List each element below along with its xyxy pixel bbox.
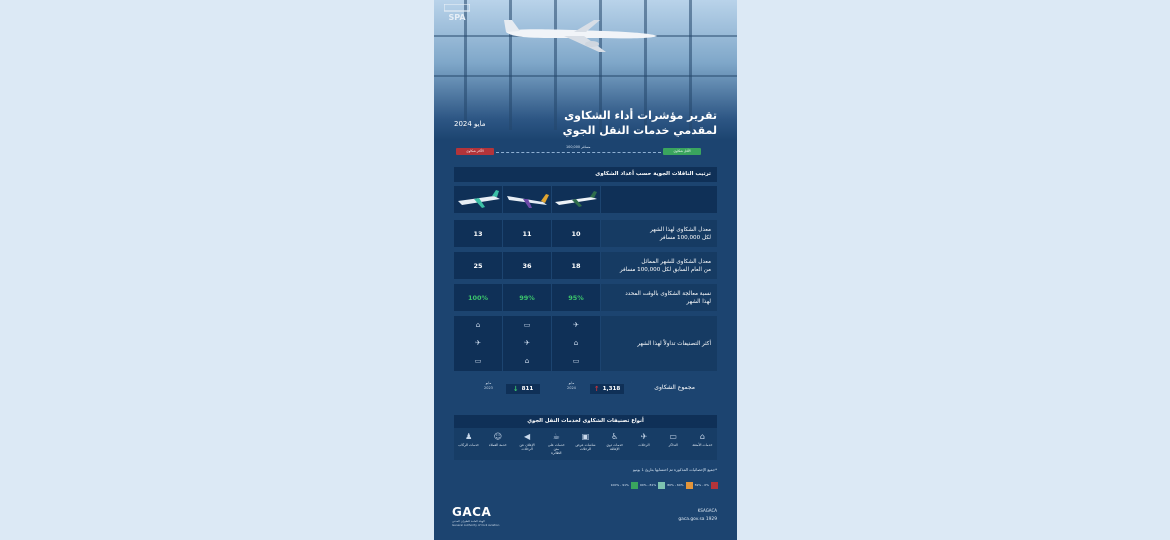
top-categories-col-2 [503, 316, 551, 371]
report-title [563, 108, 717, 138]
airline-cell-2 [503, 186, 551, 213]
arrow-up-icon: ↑ [593, 385, 600, 393]
customer-service-icon: ☺ [493, 432, 503, 441]
on-time-label-1: نسبة معالجة الشكاوى بالوقت المحدد [625, 290, 711, 297]
rate-previous-value-2: 36 [503, 252, 551, 279]
ticket-icon: ▭ [474, 357, 482, 365]
total-current-date: مايو 2024 [567, 381, 576, 390]
scale-item: 91% - 100% [611, 481, 638, 489]
rate-previous-label-1: معدل الشكاوى للشهر المماثل [641, 258, 711, 265]
arrow-down-icon: ↓ [512, 385, 519, 393]
luggage-icon: ⌂ [524, 357, 530, 365]
rate-previous-label-2: من العام السابق لكل 100,000 مسافر [619, 266, 711, 273]
type-item: ♿ خدمات ذوي الإعاقة [606, 432, 624, 452]
type-item: ☺ خدمة العملاء [488, 432, 507, 447]
total-previous-box [506, 384, 540, 394]
type-item: ▣ شاشات عرض الرحلات [575, 432, 596, 452]
luggage-icon: ⌂ [699, 432, 705, 441]
flight-icon: ✈ [640, 432, 648, 441]
airplane-icon [504, 14, 659, 54]
ticket-icon: ▭ [523, 321, 531, 329]
most-complaints-badge: الأكثر شكاوى [456, 148, 494, 155]
svg-text:SPA: SPA [448, 13, 466, 22]
flight-icon: ✈ [524, 339, 530, 347]
footnote: *جميع الإحصائيات المذكورة تم احتسابها بتاريخ 1 يونيو [633, 467, 717, 472]
gaca-subtitle: الهيئة العامة للطيران المدني General Authority of Civil Aviation [452, 519, 500, 527]
scale-item: 60% - 80% [667, 481, 692, 489]
screen-icon: ▣ [581, 432, 590, 441]
rate-previous-label [601, 252, 717, 279]
gaca-logo: GACA [452, 505, 492, 519]
rate-previous-value-1: 18 [552, 252, 600, 279]
announcement-icon: ◀ [524, 432, 531, 441]
on-time-label [601, 284, 717, 311]
title-line-1: تقرير مؤشرات أداء الشكاوى [564, 109, 717, 122]
top-categories-label: أكثر التصنيفات تداولاً لهذا الشهر [601, 316, 717, 371]
total-previous-date: مايو 2023 [484, 381, 493, 390]
airline-cell-3 [454, 186, 502, 213]
ticket-icon: ▭ [669, 432, 677, 441]
report-date: مايو 2024 [454, 120, 486, 128]
ranking-heading: ترتيب الناقلات الجوية حسب أعداد الشكاوى [454, 167, 717, 182]
percentage-scale [594, 481, 718, 489]
total-complaints-row [454, 378, 717, 400]
ticket-icon: ▭ [572, 357, 580, 365]
total-complaints-label: مجموع الشكاوى [654, 384, 695, 391]
types-list [454, 428, 717, 460]
passenger-icon: ♟ [465, 432, 473, 441]
on-time-label-2: لهذا الشهر [686, 298, 711, 305]
airplane-icon [552, 186, 600, 213]
on-time-value-3: 100% [454, 284, 502, 311]
website-link[interactable]: gaca.gov.sa 1929 [678, 517, 717, 522]
scale-swatch [686, 482, 693, 489]
accessibility-icon: ♿ [611, 432, 619, 441]
luggage-icon: ⌂ [573, 339, 579, 347]
type-item: ▭ التذاكر [668, 432, 678, 447]
ranking-legend [456, 147, 715, 157]
total-previous-value: 811 [521, 386, 534, 392]
airline-cell-1 [552, 186, 600, 213]
type-item: ⌂ خدمات الأمتعة [692, 432, 713, 447]
infographic-poster [434, 0, 737, 540]
legend-dashed-line [496, 152, 661, 153]
type-item: ♟ خدمات الركاب [458, 432, 479, 447]
scale-swatch [631, 482, 638, 489]
airplane-icon [503, 186, 551, 213]
hero-image [434, 0, 737, 140]
rate-previous-value-3: 25 [454, 252, 502, 279]
title-line-2: لمقدمي خدمات النقل الجوي [562, 124, 717, 137]
luggage-icon: ⌂ [475, 321, 481, 329]
on-time-value-1: 95% [552, 284, 600, 311]
scale-item: 81% - 90% [640, 481, 665, 489]
rate-current-label-2: لكل 100,000 مسافر [659, 234, 711, 241]
types-heading: أنواع تصنيفات الشكاوى لخدمات النقل الجوي [454, 415, 717, 428]
least-complaints-badge: الأقل شكاوى [663, 148, 701, 155]
type-item: ◀ الإعلان عن الرحلات [519, 432, 535, 452]
flight-icon: ✈ [573, 321, 579, 329]
type-item: ✈ الرحلات [638, 432, 650, 447]
top-categories-col-1 [552, 316, 600, 371]
airplane-icon [454, 186, 502, 213]
per-passengers-label: 100,000 مسافر [566, 145, 591, 149]
scale-swatch [711, 482, 718, 489]
rate-current-label [601, 220, 717, 247]
on-time-value-2: 99% [503, 284, 551, 311]
spa-logo [444, 4, 470, 22]
scale-swatch [658, 482, 665, 489]
social-handle[interactable]: KSAGACA [697, 508, 717, 513]
rate-current-value-2: 11 [503, 220, 551, 247]
cabin-service-icon: ☕ [552, 432, 560, 441]
flight-icon: ✈ [475, 339, 481, 347]
airline-label-cell [601, 186, 717, 213]
total-current-value: 1,318 [602, 386, 621, 392]
top-categories-col-3 [454, 316, 502, 371]
rate-current-label-1: معدل الشكاوى لهذا الشهر [650, 226, 711, 233]
rate-current-value-1: 10 [552, 220, 600, 247]
rate-current-value-3: 13 [454, 220, 502, 247]
scale-item: 0% - 59% [695, 481, 718, 489]
type-item: ☕ خدمات على متن الطائرة [547, 432, 565, 456]
total-current-box [590, 384, 624, 394]
